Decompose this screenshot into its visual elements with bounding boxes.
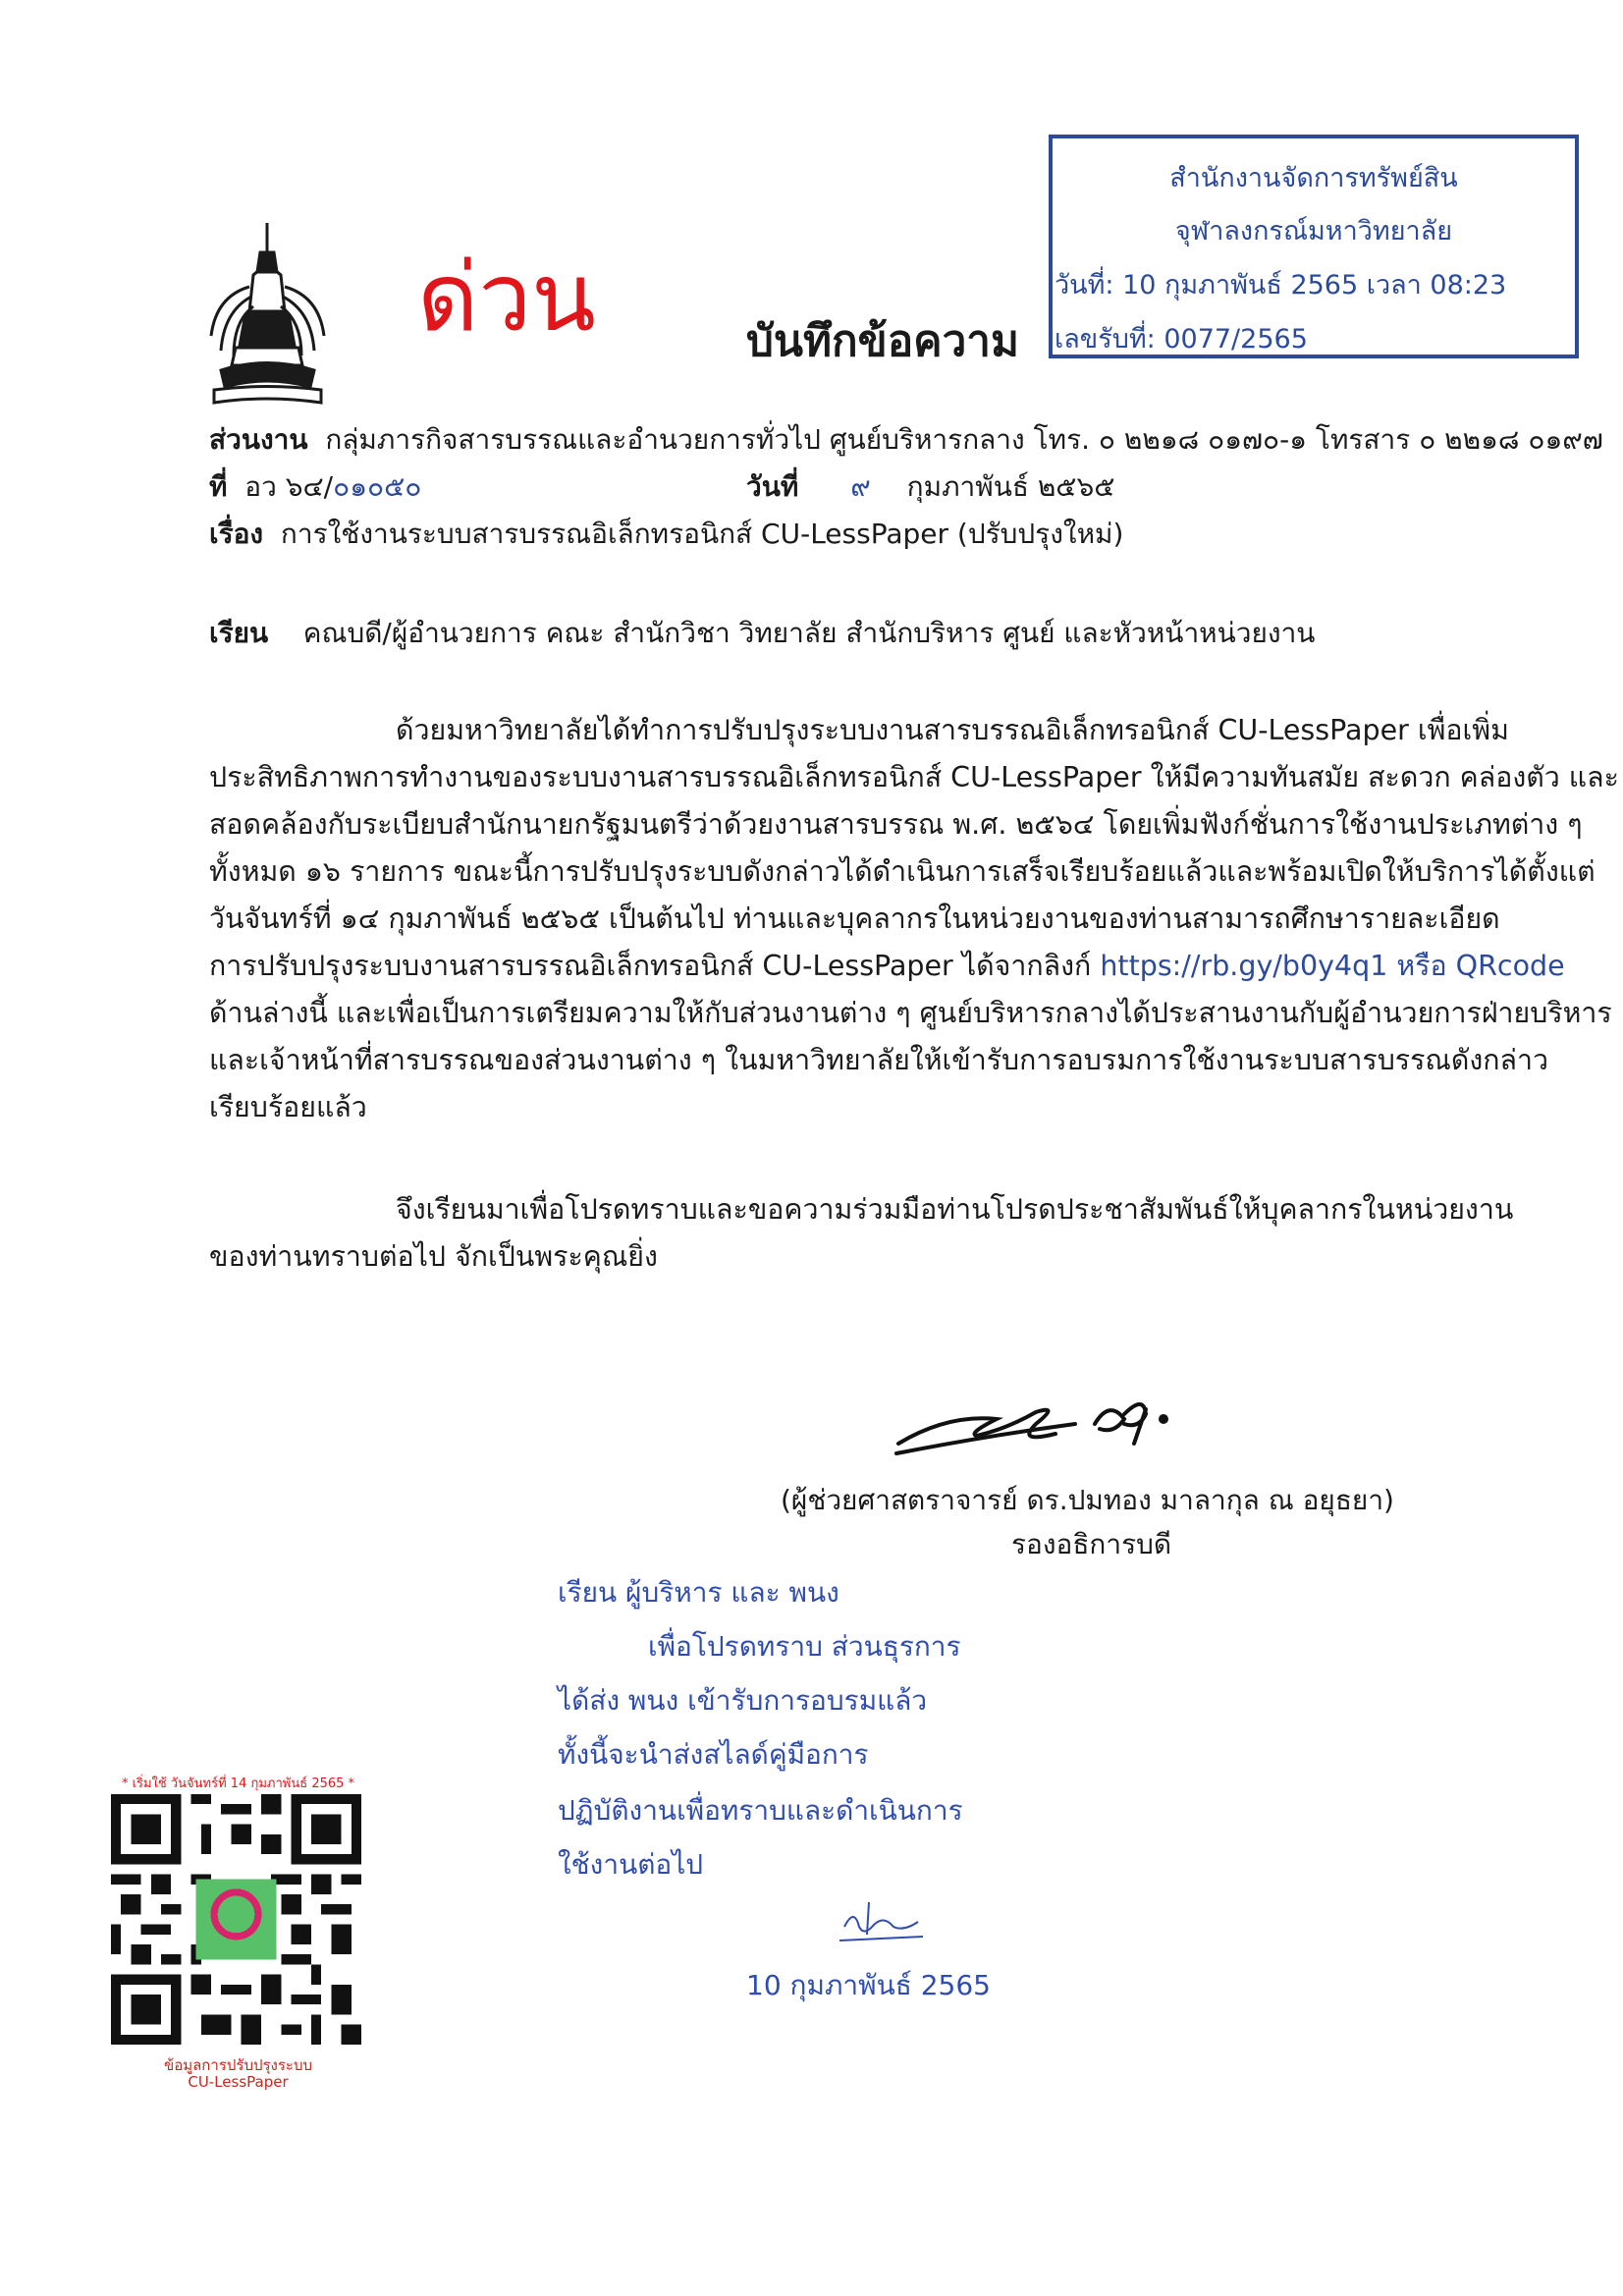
date-day: ๙ [850, 470, 871, 503]
note-line1: เรียน ผู้บริหาร และ พนง [558, 1576, 839, 1609]
university-emblem [206, 218, 329, 410]
body-p1-line3: สอดคล้องกับระเบียบสำนักนายกรัฐมนตรีว่าด้วยงานสารบรรณ พ.ศ. ๒๕๖๔ โดยเพิ่มฟังก์ชั่นการใช้งานประเภทต่าง ๆ [209, 808, 1583, 841]
doc-number-row [209, 469, 421, 505]
qr-caption-line1: ข้อมูลการปรับปรุงระบบ [163, 2056, 313, 2074]
date-row [746, 469, 1114, 505]
stamp-org-line2: จุฬาลงกรณ์มหาวิทยาลัย [1174, 216, 1453, 246]
memo-title: บันทึกข้อความ [746, 316, 1020, 366]
receipt-stamp [1049, 135, 1579, 358]
signature-image [889, 1375, 1262, 1463]
note-line2: เพื่อโปรดทราบ ส่วนธุรการ [648, 1630, 961, 1663]
department-label: ส่วนงาน [209, 423, 308, 456]
body-p2-line1: จึงเรียนมาเพื่อโปรดทราบและขอความร่วมมือท่านโปรดประชาสัมพันธ์ให้บุคลากรในหน่วยงาน [396, 1193, 1514, 1226]
subject-value: การใช้งานระบบสารบรรณอิเล็กทรอนิกส์ CU-LessPaper (ปรับปรุงใหม่) [280, 518, 1124, 550]
signer-position: รองอธิการบดี [1011, 1528, 1172, 1560]
stamp-org-line1: สำนักงานจัดการทรัพย์สิน [1169, 163, 1458, 193]
body-p1-line4: ทั้งหมด ๑๖ รายการ ขณะนี้การปรับปรุงระบบดังกล่าวได้ดำเนินการเสร็จเรียบร้อยแล้วและพร้อมเปิดให้บริการได้ตั้งแต่ [209, 855, 1596, 888]
recipient-label: เรียน [209, 617, 269, 649]
note-date: 10 กุมภาพันธ์ 2565 [746, 1969, 991, 2001]
stamp-date-line: วันที่: 10 กุมภาพันธ์ 2565 เวลา 08:23 [1055, 270, 1507, 301]
qr-block [93, 1773, 383, 2106]
body-p1-line8: และเจ้าหน้าที่สารบรรณของส่วนงานต่าง ๆ ในมหาวิทยาลัยให้เข้ารับการอบรมการใช้งานระบบสารบรรณดังกล่าว [209, 1044, 1549, 1076]
body-p1-line5: วันจันทร์ที่ ๑๔ กุมภาพันธ์ ๒๕๖๕ เป็นต้นไป ท่านและบุคลากรในหน่วยงานของท่านสามารถศึกษารายละเอียด [209, 902, 1500, 935]
subject-row [209, 517, 1123, 552]
body-p1-line6-text: การปรับปรุงระบบงานสารบรรณอิเล็กทรอนิกส์ CU-LessPaper ได้จากลิงก์ [209, 950, 1101, 982]
department-value: กลุ่มภารกิจสารบรรณและอำนวยการทั่วไป ศูนย์บริหารกลาง โทร. ๐ ๒๒๑๘ ๐๑๗๐-๑ โทรสาร ๐ ๒๒๑๘ ๐๑๙๗ [325, 423, 1603, 456]
recipient-row [209, 616, 1315, 651]
department-row [209, 422, 1603, 458]
body-p1-line2: ประสิทธิภาพการทำงานของระบบงานสารบรรณอิเล็กทรอนิกส์ CU-LessPaper ให้มีความทันสมัย สะดวก คล่องตัว และ [209, 761, 1619, 793]
qr-caption-line2: CU-LessPaper [188, 2073, 289, 2091]
body-p1-line1: ด้วยมหาวิทยาลัยได้ทำการปรับปรุงระบบงานสารบรรณอิเล็กทรอนิกส์ CU-LessPaper เพื่อเพิ่ม [396, 714, 1509, 746]
urgent-label: ด่วน [417, 243, 596, 353]
note-line6: ใช้งานต่อไป [558, 1848, 704, 1881]
rb-gy-link[interactable]: https://rb.gy/b0y4q1 หรือ QRcode [1100, 950, 1565, 982]
doc-number-prefix: อว ๖๔/ [244, 470, 334, 503]
signer-name: (ผู้ช่วยศาสตราจารย์ ดร.ปมทอง มาลากุล ณ อยุธยา) [781, 1484, 1394, 1516]
date-label: วันที่ [746, 470, 799, 503]
doc-number-value: ๐๑๐๕๐ [333, 470, 422, 503]
body-p1-line6 [209, 943, 1565, 990]
qr-code-icon[interactable] [111, 1794, 361, 2045]
recipient-value: คณบดี/ผู้อำนวยการ คณะ สำนักวิชา วิทยาลัย สำนักบริหาร ศูนย์ และหัวหน้าหน่วยงาน [302, 617, 1316, 649]
qr-caption-top: * เริ่มใช้ วันจันทร์ที่ 14 กุมภาพันธ์ 2565 * [121, 1777, 355, 1791]
doc-number-label: ที่ [209, 470, 228, 503]
body-p1-line9: เรียบร้อยแล้ว [209, 1091, 367, 1123]
stamp-receive-line: เลขรับที่: 0077/2565 [1055, 324, 1308, 355]
note-initials [839, 1897, 928, 1946]
date-month-year: กุมภาพันธ์ ๒๕๖๕ [906, 470, 1115, 503]
body-p1-line7: ด้านล่างนี้ และเพื่อเป็นการเตรียมความให้กับส่วนงานต่าง ๆ ศูนย์บริหารกลางได้ประสานงานกับผู้อำนวยการฝ่ายบริหาร [209, 997, 1612, 1029]
note-line3: ได้ส่ง พนง เข้ารับการอบรมแล้ว [558, 1684, 928, 1717]
body-p2-line2: ของท่านทราบต่อไป จักเป็นพระคุณยิ่ง [209, 1240, 658, 1273]
subject-label: เรื่อง [209, 518, 264, 550]
note-line4: ทั้งนี้จะนำส่งสไลด์คู่มือการ [558, 1738, 869, 1771]
note-line5: ปฏิบัติงานเพื่อทราบและดำเนินการ [558, 1794, 963, 1827]
